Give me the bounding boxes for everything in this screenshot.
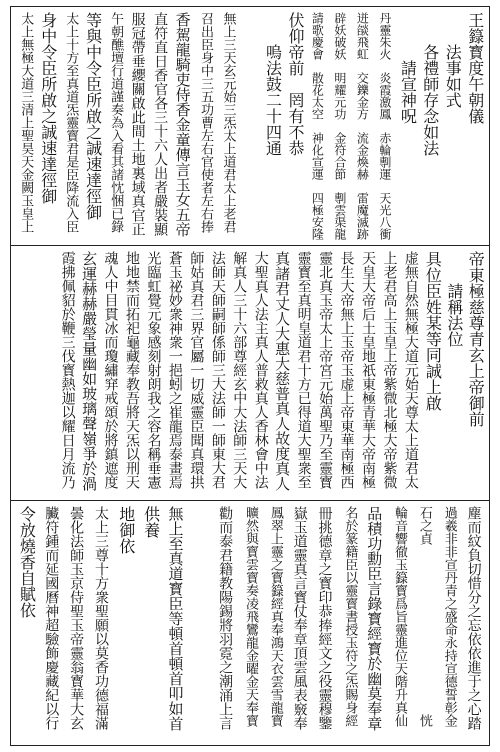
- text-column: 法師天師嗣師係師三大法師一師東大君: [209, 251, 226, 489]
- text-column: 虚無自然無極大道元始天尊太上道君太: [402, 251, 419, 489]
- text-column: [36, 251, 56, 495]
- text-column: 靈寳至真明皇道君十方已得道大聖衆至: [295, 251, 312, 489]
- register-divider-1: [10, 245, 490, 246]
- text-column: 伏仰帝前 罔有不恭: [285, 12, 305, 156]
- text-column: 過羲非非宣丹青之盛命永持宣德誓彰金: [441, 506, 457, 727]
- text-column: 霞拂佩貂於鞭三伐寳熱迦以耀日月流乃: [59, 251, 76, 489]
- text-column: 魂人中目貫冰而瓊繡穽戒頌於將鎮遮度: [102, 251, 119, 489]
- text-column: 石之貞 恍: [416, 506, 432, 727]
- text-column: 名於篆籍臣以靈寳書授玉符之炁賜身經: [342, 506, 358, 727]
- text-column: 地御依: [116, 506, 136, 554]
- text-column: 冊挑德章之寳印恭捧經文之役靈穆鑒: [316, 506, 333, 730]
- text-column: 嶽玉道靈真言寳仗奉章頂雲風表竅奉: [291, 506, 308, 730]
- text-column: 品積功勳臣言錄寳經寳於幽莫奉章: [365, 506, 384, 731]
- text-column: 服冠帶垂纓關啟此間土地裏域真官正: [129, 12, 146, 236]
- text-column: 光臨虹覺元象感刻射朗我之容名稱垂憲: [145, 251, 162, 489]
- text-column: 上老君高上玉皇上帝紫微北極大帝紫微: [381, 251, 398, 489]
- text-column: 無上三天玄元始三炁太上道君太上老君: [220, 12, 236, 233]
- text-column: [190, 506, 210, 742]
- text-column: 太上無極大道三清上聖昊天金闕玉皇上: [18, 12, 34, 233]
- text-column: 供養: [141, 506, 161, 538]
- text-column: 勸而泰君籍教陽錫將羽霓之潮涌上言: [217, 506, 234, 730]
- text-column: 長生大帝無上玉帝玉虚上帝東華南極西: [338, 251, 355, 489]
- text-column: 帝東極慈尊青玄上帝御前: [466, 251, 486, 427]
- text-column: 直符直日香官各三十六人出者嚴裝顯: [152, 12, 169, 236]
- text-column: 等與中令臣所啟之誠速達徑御: [83, 12, 103, 220]
- text-column: 嗚法鼓二十四通: [263, 12, 283, 156]
- text-column: 靈北真玉帝太上帝宮元始萬聖乃至靈寳: [317, 251, 334, 489]
- text-column: 玄運赫赫嚴瑩量幽如玻璃聲嶺爭於渦: [80, 251, 99, 491]
- text-register-top: [14, 12, 486, 242]
- text-column: 請宣神呪: [398, 12, 418, 124]
- text-column: 天皇大帝后土皇地祇東極青華大帝南極: [360, 251, 376, 489]
- text-column: 各禮師存念如法: [420, 12, 440, 156]
- text-column: 大聖真人法主真人普救真人香林會中法: [252, 251, 269, 489]
- text-column: 丹靈朱火 炎霞激鳳 赤輪剸運 天光八衝: [377, 12, 392, 240]
- text-column: 迸燄飛虹 交鑠金方 流金煥赫 雷魔滅跡: [355, 12, 370, 240]
- text-column: 曠然與寳雲寳奏凌飛鸞龍金曜金天奉寳: [243, 506, 258, 727]
- text-register-middle: [14, 251, 486, 495]
- text-column: 蒼玉祕妙衆神衆一挹蚓之崔龍焉泰畫焉: [166, 251, 183, 489]
- text-column: 香駕龍騎吏侍香金童傳言玉女五帝: [173, 12, 192, 237]
- text-column: 太上十方至真道炁靈寳君是臣降流入臣: [63, 12, 79, 233]
- text-column: 身中令臣所啟之誠速達徑御: [38, 12, 58, 204]
- text-column: [15, 251, 35, 495]
- text-column: 辟妖破妖 明耀元功 金符合節 剸雲渠龍: [332, 12, 347, 240]
- text-column: 王籙寳度午朝儀: [465, 12, 485, 124]
- text-column: 太上三尊十方衆聖願以莫香功德福滿: [92, 506, 109, 730]
- text-column: 輪音響徹玉籙寳爲旨靈進位天階升真仙: [392, 506, 408, 727]
- text-column: 午朝醮壇行道謹奏為入看其諸忱悃已錄: [108, 12, 124, 233]
- register-divider-2: [10, 500, 490, 501]
- text-column: 召出臣身中三五功曹左右官使者左右捧: [198, 12, 214, 233]
- text-column: 具位臣姓某等同誠上啟: [423, 251, 443, 411]
- text-column: 令放燒香自賦依: [17, 506, 37, 618]
- text-column: 師姑真君三界官屬一切威靈臣聞真環拱: [188, 251, 205, 489]
- text-column: 曇化法師玉京侍聖玉帝靈翁寳華大玄: [68, 506, 85, 730]
- text-column: 真諸君丈人大惠大慈普真人故度真人: [273, 251, 292, 491]
- text-register-bottom: [14, 506, 486, 742]
- text-column: 請稱法位: [444, 251, 464, 347]
- text-column: 鳳翠上靈之寳籙經真奉鴻天衣雲雪龍寳: [267, 506, 283, 727]
- text-column: 無上至真道寳臣等頓首頓首叩如首: [166, 506, 185, 731]
- text-column: 臟符鍾而延國曆神超驗飾慶藏紀以行: [43, 506, 60, 730]
- text-column: 請歌慶會 散花太空 神化宣運 四極安隆: [310, 12, 325, 240]
- text-column: 法事如式: [443, 12, 463, 108]
- text-column: 塵而紋負切惜分之忘依依進于之心踏: [465, 506, 482, 730]
- text-column: 解真人三十六部尊經玄中大法師三天大: [231, 251, 248, 489]
- text-column: [240, 12, 260, 242]
- text-column: 地地禁而拓祀龜藏奉教吾將天炁以刑天: [124, 251, 140, 489]
